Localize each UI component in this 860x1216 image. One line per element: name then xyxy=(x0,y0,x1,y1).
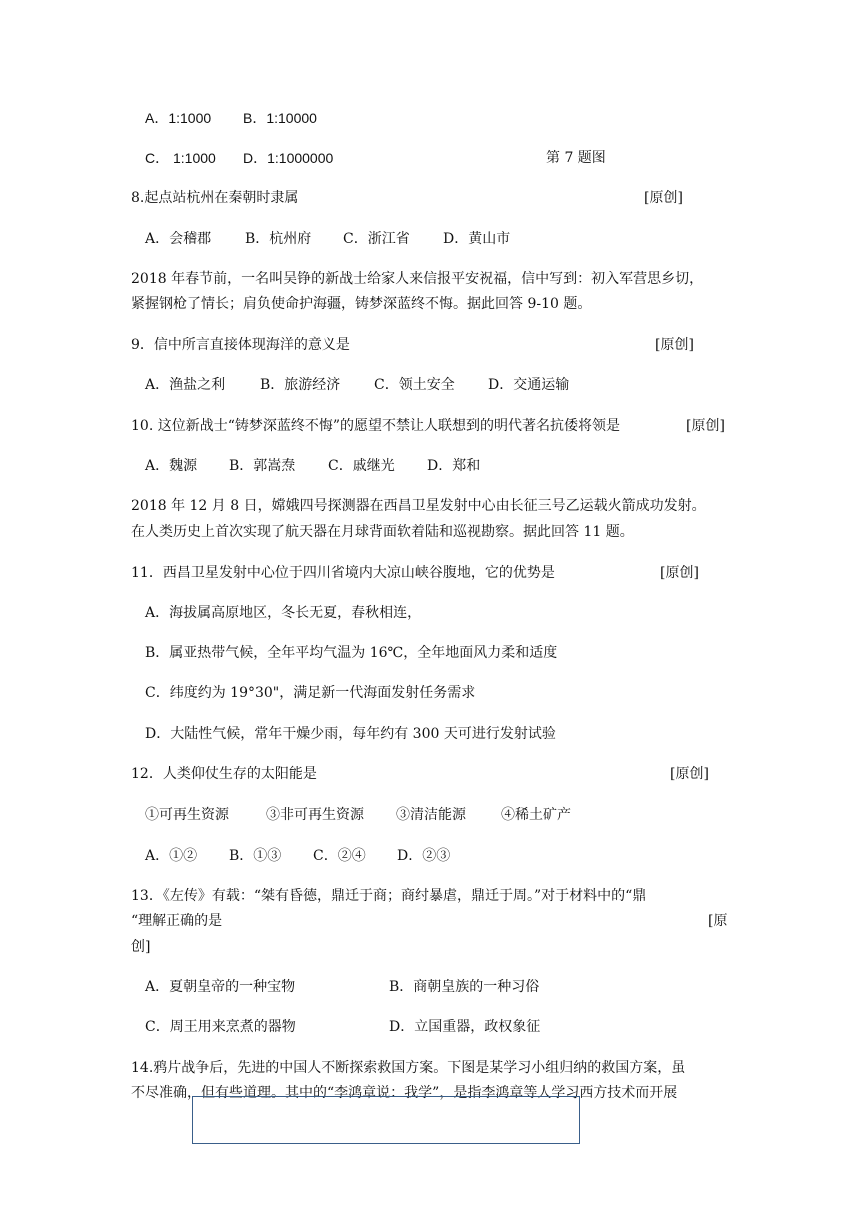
q7-option-d: D．1:1000000 xyxy=(243,150,334,166)
q12-item-3: ③清洁能源 xyxy=(396,807,466,823)
passage-1-line-2: 紧握钢枪了情长；肩负使命护海疆，铸梦深蓝终不悔。据此回答 9-10 题。 xyxy=(131,296,592,312)
q12-stem: 12．人类仰仗生存的太阳能是 xyxy=(131,766,317,782)
q9-option-b: B．旅游经济 xyxy=(260,377,341,393)
q9-source-tag: [原创] xyxy=(655,337,694,353)
q10-stem: 10. 这位新战士“铸梦深蓝终不悔”的愿望不禁让人联想到的明代著名抗倭将领是 xyxy=(131,418,621,434)
q12-option-b: B．①③ xyxy=(229,848,282,864)
q12-item-1: ①可再生资源 xyxy=(145,807,229,823)
q11-option-d: D．大陆性气候，常年干燥少雨，每年约有 300 天可进行发射试验 xyxy=(145,726,556,742)
q12-option-c: C．②④ xyxy=(313,848,366,864)
q7-option-c: C． 1:1000 xyxy=(145,150,216,166)
q13-option-d: D．立国重器，政权象征 xyxy=(389,1019,541,1035)
q11-option-a: A．海拔属高原地区，冬长无夏，春秋相连， xyxy=(145,605,422,621)
q12-source-tag: [原创] xyxy=(670,766,709,782)
q8-option-c: C．浙江省 xyxy=(343,231,410,247)
q12-option-d: D．②③ xyxy=(397,848,451,864)
q11-option-b: B．属亚热带气候，全年平均气温为 16℃，全年地面风力柔和适度 xyxy=(145,645,558,661)
passage-2-line-2: 在人类历史上首次实现了航天器在月球背面软着陆和巡视勘察。据此回答 11 题。 xyxy=(131,524,634,540)
q11-option-c: C．纬度约为 19°30"，满足新一代海面发射任务需求 xyxy=(145,685,476,701)
q13-source-tag-part-1: [原 xyxy=(708,913,728,929)
passage-1-line-1: 2018 年春节前，一名叫吴铮的新战士给家人来信报平安祝福，信中写到：初入军营思乡切， xyxy=(131,271,704,287)
q7-option-b: B．1:10000 xyxy=(243,110,317,126)
q10-option-a: A．魏源 xyxy=(145,458,198,474)
q10-option-b: B．郭嵩焘 xyxy=(229,458,296,474)
q9-option-c: C．领土安全 xyxy=(374,377,455,393)
q10-option-c: C．戚继光 xyxy=(328,458,395,474)
q10-source-tag: [原创] xyxy=(686,418,725,434)
passage-2-line-1: 2018 年 12 月 8 日，嫦娥四号探测器在西昌卫星发射中心由长征三号乙运载火箭成功发射。 xyxy=(131,498,706,514)
q13-option-a: A．夏朝皇帝的一种宝物 xyxy=(145,979,296,995)
q8-option-b: B．杭州府 xyxy=(245,231,312,247)
q13-source-tag-part-2: 创] xyxy=(131,939,151,955)
q12-item-4: ④稀土矿产 xyxy=(501,807,571,823)
q13-option-c: C．周王用来烹煮的器物 xyxy=(145,1019,296,1035)
q9-option-d: D．交通运输 xyxy=(488,377,570,393)
q8-option-d: D．黄山市 xyxy=(443,231,511,247)
q14-figure-frame xyxy=(192,1096,580,1144)
q11-source-tag: [原创] xyxy=(660,565,699,581)
q8-stem: 8.起点站杭州在秦朝时隶属 xyxy=(131,190,299,206)
q7-option-a: A．1:1000 xyxy=(145,110,212,126)
q13-option-b: B．商朝皇族的一种习俗 xyxy=(389,979,540,995)
q7-figure-caption: 第 7 题图 xyxy=(546,150,606,166)
q9-stem: 9．信中所言直接体现海洋的意义是 xyxy=(131,337,350,353)
q11-stem: 11．西昌卫星发射中心位于四川省境内大凉山峡谷腹地，它的优势是 xyxy=(131,565,555,581)
q14-stem-line-1: 14.鸦片战争后，先进的中国人不断探索救国方案。下图是某学习小组归纳的救国方案，虽 xyxy=(131,1060,686,1076)
q13-stem-line-2: “理解正确的是 xyxy=(131,913,223,929)
q9-option-a: A．渔盐之利 xyxy=(145,377,226,393)
q13-stem-line-1: 13．《左传》有载：“桀有昏德，鼎迁于商；商纣暴虐，鼎迁于周。”对于材料中的“鼎 xyxy=(131,888,647,904)
q8-option-a: A．会稽郡 xyxy=(145,231,212,247)
q14-stem-line-2: 不尽准确，但有些道理。其中的“李鸿章说：我学”，是指李鸿章等人学习西方技术而开展 xyxy=(131,1085,678,1101)
q12-item-2: ③非可再生资源 xyxy=(266,807,364,823)
q10-option-d: D．郑和 xyxy=(427,458,481,474)
q12-option-a: A．①② xyxy=(145,848,198,864)
q8-source-tag: [原创] xyxy=(644,190,683,206)
